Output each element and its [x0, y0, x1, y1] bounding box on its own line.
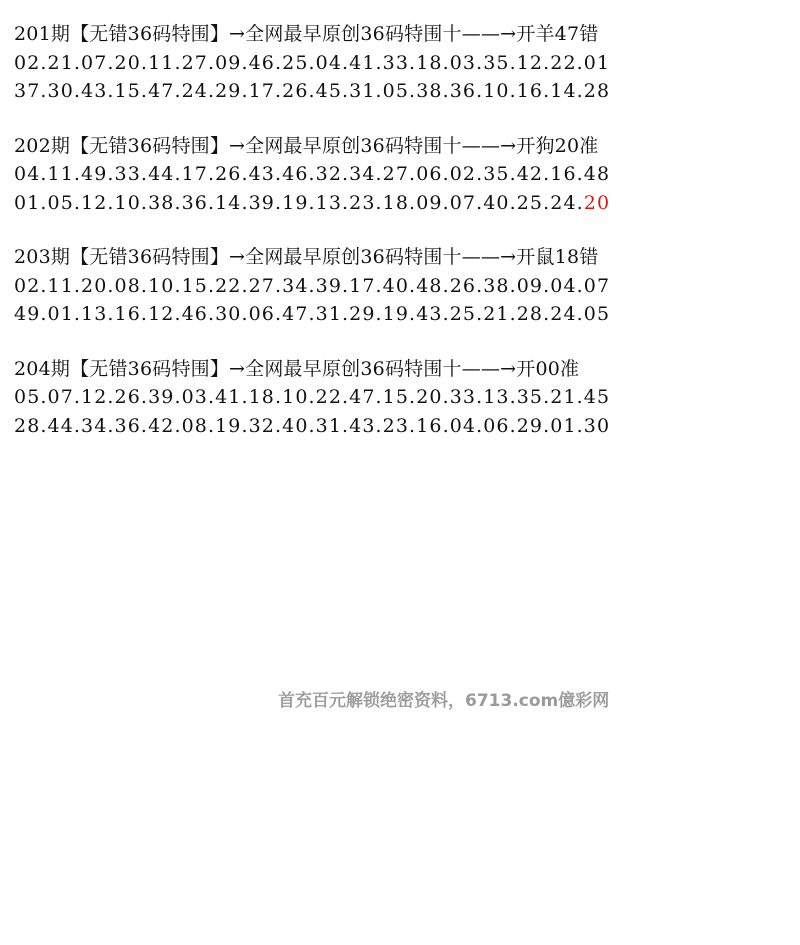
number-row: 02.11.20.08.10.15.22.27.34.39.17.40.48.26.38.09.04.07 — [14, 274, 611, 297]
number-row-text: 01.05.12.10.38.36.14.39.19.13.23.18.09.07.40.25.24. — [14, 191, 584, 214]
number-row — [14, 77, 790, 106]
number-row-text: 37.30.43.15.47.24.29.17.26.45.31.05.38.36.10.16.14.28 — [14, 80, 611, 102]
period-201 — [14, 20, 790, 106]
period-204 — [14, 355, 790, 441]
number-row — [14, 412, 790, 441]
period-header: 201期【无错36码特围】→全网最早原创36码特围十——→开羊47错 — [14, 23, 599, 45]
period-header: 203期【无错36码特围】→全网最早原创36码特围十——→开鼠18错 — [14, 246, 599, 268]
number-row: 05.07.12.26.39.03.41.18.10.22.47.15.20.33.13.35.21.45 — [14, 386, 611, 408]
period-203 — [14, 243, 790, 329]
watermark-text: 首充百元解锁绝密资料，6713.com億彩网 — [278, 691, 610, 711]
number-row — [14, 300, 790, 329]
number-row: 04.11.49.33.44.17.26.43.46.32.34.27.06.02.35.42.16.48 — [14, 163, 611, 185]
period-202 — [14, 132, 790, 218]
number-row-text: 28.44.34.36.42.08.19.32.40.31.43.23.16.04.06.29.01.30 — [14, 414, 611, 437]
period-header: 204期【无错36码特围】→全网最早原创36码特围十——→开00准 — [14, 357, 580, 380]
number-row-text: 49.01.13.16.12.46.30.06.47.31.29.19.43.25.21.28.24.05 — [14, 303, 611, 325]
number-row: 02.21.07.20.11.27.09.46.25.04.41.33.18.03.35.12.22.01 — [14, 51, 611, 74]
period-header: 202期【无错36码特围】→全网最早原创36码特围十——→开狗20准 — [14, 134, 599, 157]
document-body — [14, 20, 790, 466]
number-row — [14, 189, 790, 218]
highlighted-number: 20 — [583, 191, 611, 214]
